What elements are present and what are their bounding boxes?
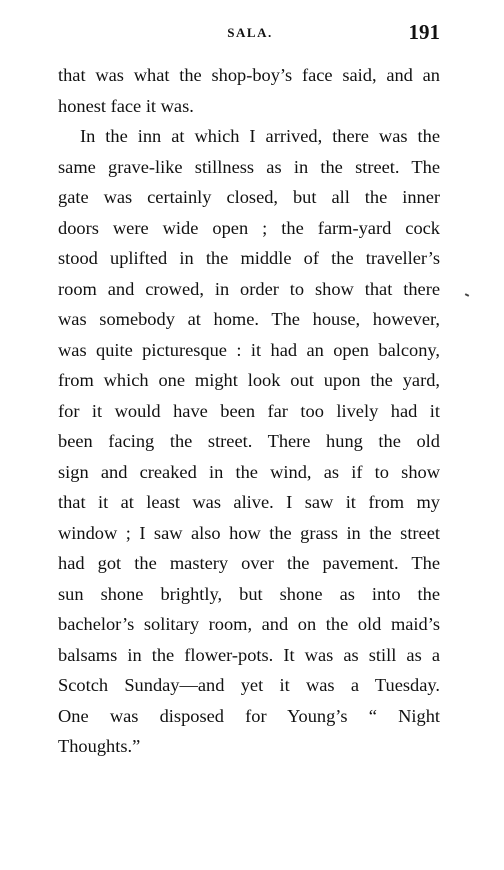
text-line: same grave-like stillness as in the street. The	[58, 156, 440, 177]
text-line: sign and creaked in the wind, as if to show	[58, 461, 440, 482]
text-line: that was what the shop-boy’s face said, and an	[58, 65, 440, 85]
text-line: room and crowed, in order to show that there	[58, 278, 440, 299]
page-number: 191	[408, 20, 440, 44]
body-text	[58, 60, 440, 762]
margin-mark	[465, 293, 469, 297]
text-line: window ; I saw also how the grass in the street	[58, 522, 440, 543]
text-line: One was disposed for Young’s “ Night	[58, 705, 440, 726]
text-line: from which one might look out upon the yard,	[58, 370, 440, 390]
text-line: Scotch Sunday—and yet it was a Tuesday.	[58, 675, 440, 695]
text-line: that it at least was alive. I saw it from my	[58, 492, 440, 512]
text-line: had got the mastery over the pavement. The	[58, 553, 440, 573]
text-line: sun shone brightly, but shone as into the	[58, 583, 440, 604]
text-line: for it would have been far too lively had it	[58, 400, 440, 421]
text-line: been facing the street. There hung the old	[58, 431, 440, 451]
text-line: gate was certainly closed, but all the inner	[58, 187, 440, 207]
text-line: was quite picturesque : it had an open balcony,	[58, 339, 440, 360]
text-line: honest face it was.	[58, 95, 194, 116]
text-line: In the inn at which I arrived, there was the	[80, 126, 440, 146]
text-line: bachelor’s solitary room, and on the old maid’s	[58, 614, 440, 634]
text-line: was somebody at home. The house, however,	[58, 309, 440, 329]
text-line: balsams in the flower-pots. It was as still as a	[58, 644, 440, 665]
running-head	[58, 20, 442, 46]
running-title: SALA.	[227, 25, 273, 40]
text-line: doors were wide open ; the farm-yard cock	[58, 217, 440, 238]
text-line: stood uplifted in the middle of the traveller’s	[58, 248, 440, 268]
text-line: Thoughts.”	[58, 736, 141, 756]
